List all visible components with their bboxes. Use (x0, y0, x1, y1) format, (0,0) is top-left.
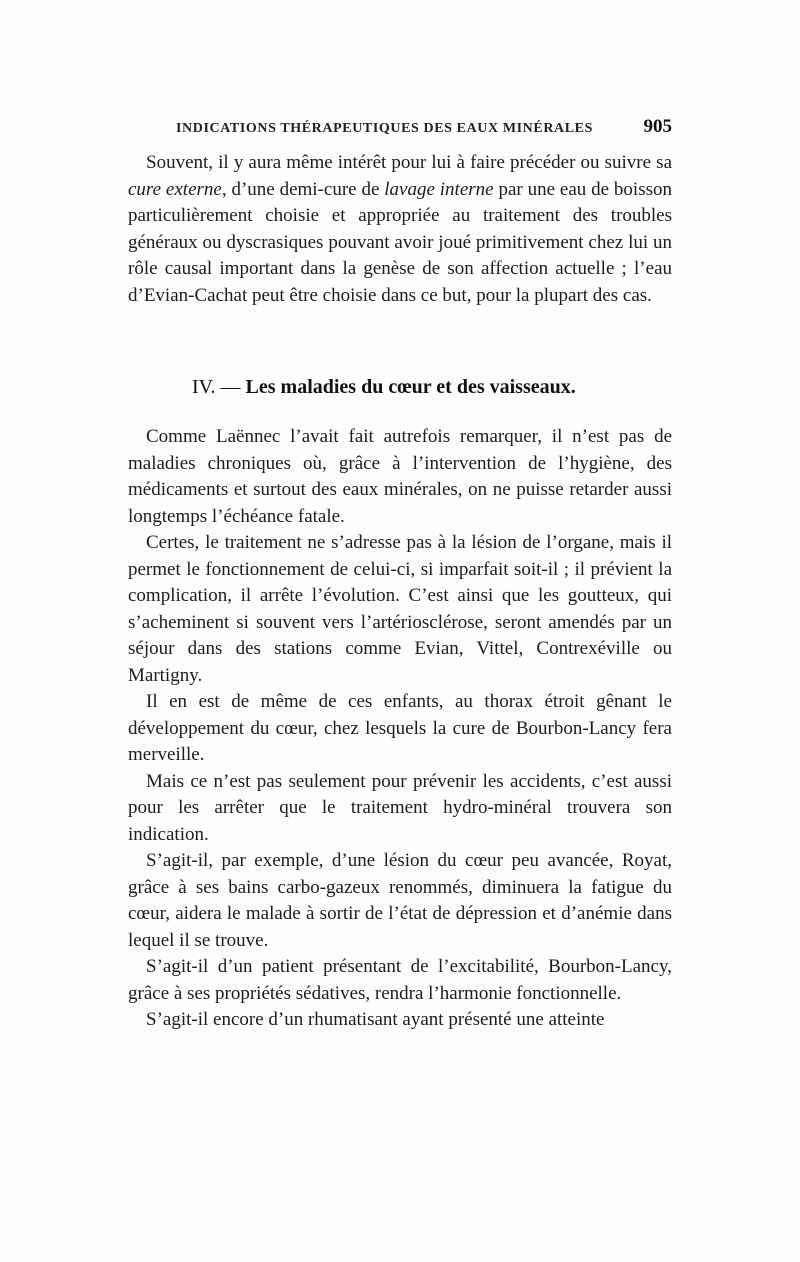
paragraph-prevenir: Mais ce n’est pas seulement pour prévenir les accidents, c’est aussi pour les arrêter que le traitement hydro-minéral trouvera son indication. (128, 770, 672, 845)
intro-italic-lavage-interne: lavage interne (384, 178, 494, 200)
intro-text-1: Souvent, il y aura même intérêt pour lui à faire précéder ou suivre sa (146, 152, 672, 173)
paragraph-enfants: Il en est de même de ces enfants, au thorax étroit gênant le développement du cœur, chez lesquels la cure de Bourbon-Lancy fera merveille. (128, 691, 672, 765)
section-heading (192, 376, 576, 399)
intro-italic-cure-externe: cure externe (128, 178, 222, 200)
paragraph-bourbon-lancy: S’agit-il d’un patient présentant de l’excitabilité, Bourbon-Lancy, grâce à ses propriétés sédatives, rendra l’harmonie fonctionnelle. (128, 956, 672, 1004)
running-title: INDICATIONS THÉRAPEUTIQUES DES EAUX MINÉRALES (176, 121, 594, 136)
intro-block (128, 150, 672, 309)
paragraph-rhumatisant: S’agit-il encore d’un rhumatisant ayant présenté une atteinte (146, 1009, 605, 1030)
intro-text-3: par une eau de boisson particulièrement choisie et appropriée au traitement des troubles généraux ou dyscrasiques pouvant avoir joué primitivement chez lui un rôle causal important dans la genèse de son affection actuelle ; l’eau d’Evian-Cachat peut être choisie dans ce but, pour la plupart des cas. (128, 178, 672, 306)
page-number: 905 (643, 116, 672, 137)
intro-paragraph (128, 150, 672, 309)
section-separator: — (220, 376, 241, 398)
section-body (128, 424, 672, 1034)
section-number: IV. (192, 376, 216, 398)
running-head (176, 116, 672, 138)
section-title: Les maladies du cœur et des vaisseaux. (245, 376, 576, 398)
paragraph-royat: S’agit-il, par exemple, d’une lésion du cœur peu avancée, Royat, grâce à ses bains carbo-gazeux renommés, diminuera la fatigue du cœur, aidera le malade à sortir de l’état de dépression et d’anémie dans lequel il se trouve. (128, 850, 672, 951)
paragraph-laennec: Comme Laënnec l’avait fait autrefois remarquer, il n’est pas de maladies chroniques où, grâce à l’intervention de l’hygiène, des médicaments et surtout des eaux minérales, on ne puisse retarder aussi longtemps l’échéance fatale. (128, 426, 672, 527)
intro-text-2: , d’une demi-cure de (221, 178, 385, 200)
paragraph-certes: Certes, le traitement ne s’adresse pas à la lésion de l’organe, mais il permet le fonctionnement de celui-ci, si imparfait soit-il ; il prévient la complication, il arrête l’évolution. C’est ainsi que les goutteux, qui s’acheminent si souvent vers l’artériosclérose, seront amendés par un séjour dans des stations comme Evian, Vittel, Contrexéville ou Martigny. (128, 532, 672, 686)
